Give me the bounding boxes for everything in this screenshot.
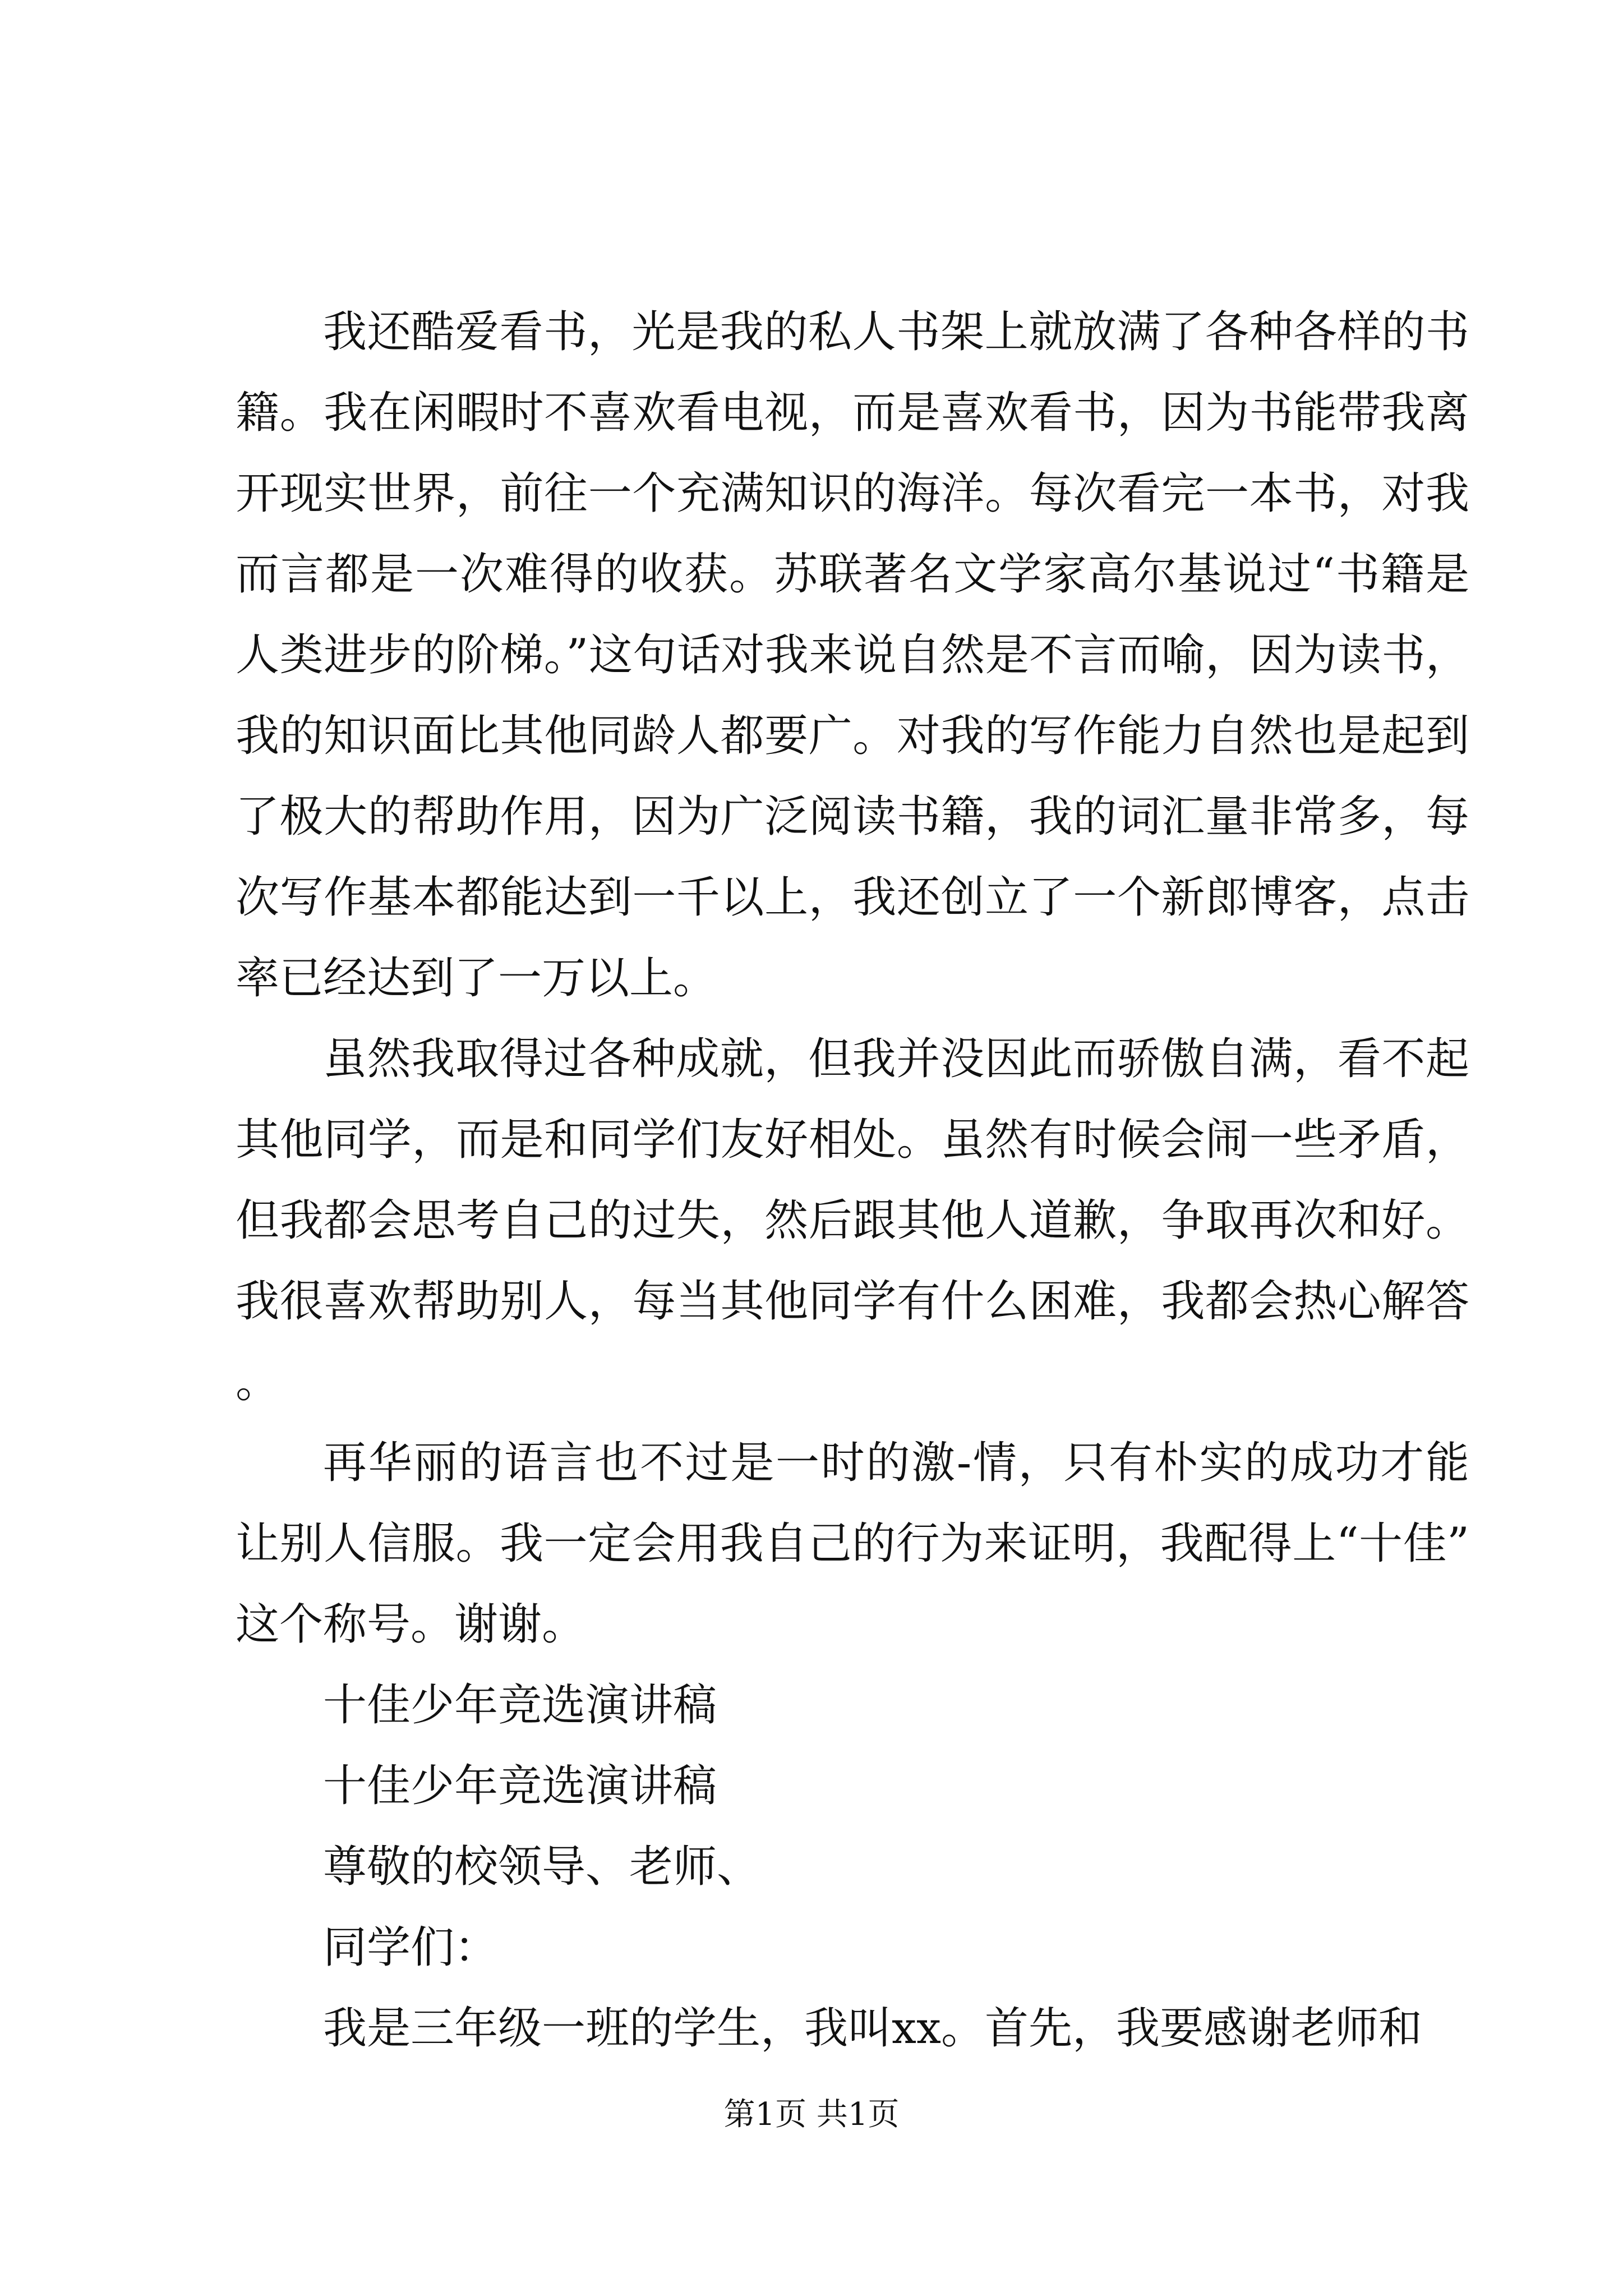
- document-body: [236, 292, 1469, 2069]
- salutation-line-1: 尊敬的校领导、老师、: [323, 1842, 761, 1892]
- speech-title: 十佳少年竞选演讲稿: [323, 1680, 717, 1731]
- opening-paragraph: 我是三年级一班的学生，我叫xx。首先，我要感谢老师和: [323, 2003, 1422, 2054]
- paragraph-friendship: 虽然我取得过各种成就，但我并没因此而骄傲自满，看不起其他同学，而是和同学们友好相处。虽然有时候会闹一些矛盾，但我都会思考自己的过失，然后跟其他人道歉，争取再次和好。我很喜欢帮助别人，每当其他同学有什么困难，我都会热心解答。: [236, 1034, 1469, 1407]
- salutation-line-2: 同学们：: [323, 1922, 499, 1973]
- paragraph-reading: 我还酷爱看书，光是我的私人书架上就放满了各种各样的书籍。我在闲暇时不喜欢看电视，而是喜欢看书，因为书能带我离开现实世界，前往一个充满知识的海洋。每次看完一本书，对我而言都是一次难得的收获。苏联著名文学家高尔基说过“书籍是人类进步的阶梯。”这句话对我来说自然是不言而喻，因为读书，我的知识面比其他同龄人都要广。对我的写作能力自然也是起到了极大的帮助作用，因为广泛阅读书籍，我的词汇量非常多，每次写作基本都能达到一千以上，我还创立了一个新郎博客，点击率已经达到了一万以上。: [236, 307, 1469, 1004]
- page-footer: 第1页 共1页: [723, 2096, 900, 2133]
- paragraph-conclusion: 再华丽的语言也不过是一时的激-情，只有朴实的成功才能让别人信服。我一定会用我自己的行为来证明，我配得上“十佳”这个称号。谢谢。: [236, 1438, 1469, 1650]
- speech-title-repeat: 十佳少年竞选演讲稿: [323, 1761, 717, 1811]
